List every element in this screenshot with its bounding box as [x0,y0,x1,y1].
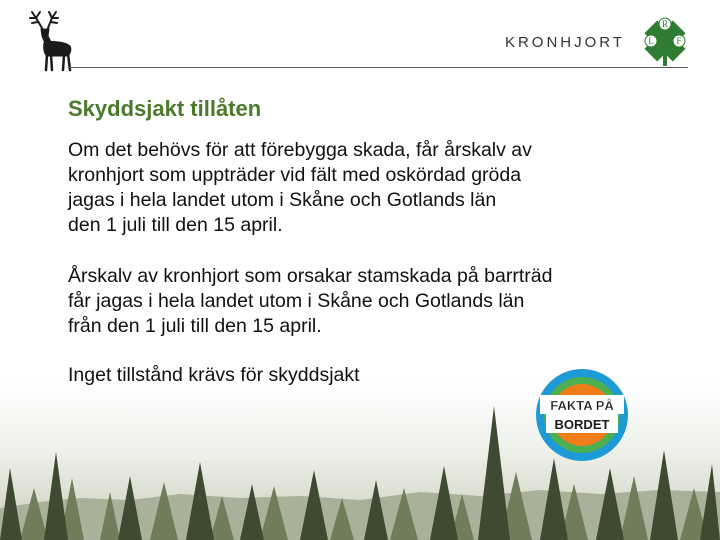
lrf-letter-r: R [661,19,669,29]
paragraph-line: jagas i hela landet utom i Skåne och Gotlands län [68,189,497,211]
deer-silhouette-icon [22,10,78,72]
slide-title: Skyddsjakt tillåten [68,96,262,121]
lrf-logo [640,16,690,66]
badge-line-1: FAKTA PÅ [550,398,614,413]
paragraph-calf-crop-damage [68,138,678,238]
paragraph-line: kronhjort som uppträder vid fält med oskördad gröda [68,164,522,186]
paragraph-line: får jagas i hela landet utom i Skåne och Gotlands län [68,290,525,312]
paragraph-line: Inget tillstånd krävs för skyddsjakt [68,364,360,386]
lrf-letter-f: F [676,36,682,46]
fakta-pa-bordet-badge [534,367,630,463]
paragraph-line: Årskalv av kronhjort som orsakar stamskada på barrträd [68,265,553,287]
brand-name: KRONHJORT [504,34,625,51]
paragraph-calf-stem-damage [68,264,678,339]
paragraph-line: den 1 juli till den 15 april. [68,214,283,236]
paragraph-line: Om det behövs för att förebygga skada, får årskalv av [68,139,532,161]
lrf-letter-l: L [648,36,654,46]
paragraph-line: från den 1 juli till den 15 april. [68,315,322,337]
badge-line-2: BORDET [554,417,610,432]
header-divider [68,67,688,68]
